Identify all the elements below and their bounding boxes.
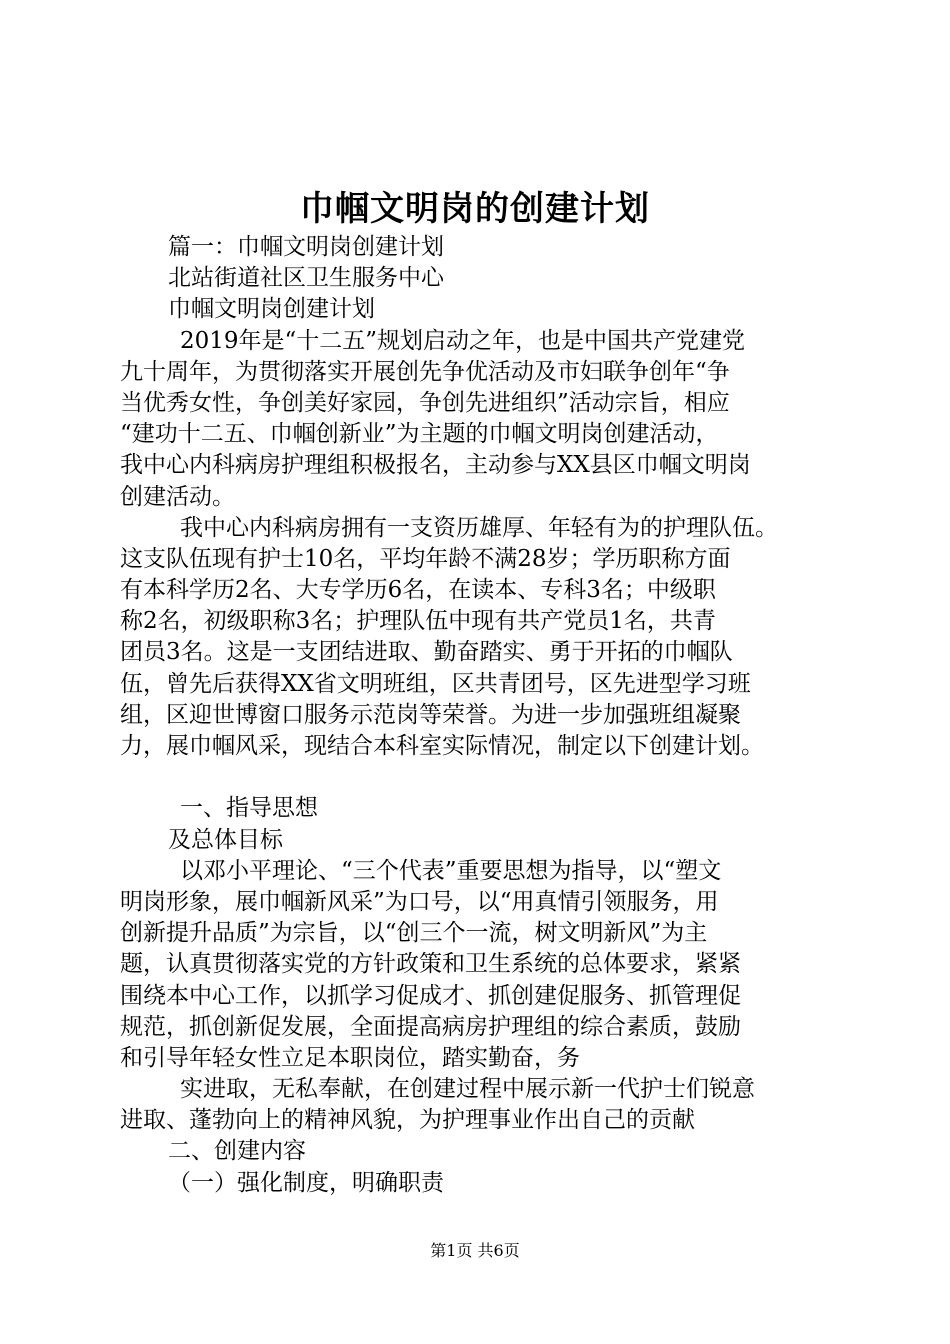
text-line: 围绕本中心工作，以抓学习促成才、抓创建促服务、抓管理促 bbox=[120, 982, 741, 1009]
text-line: 称2名，初级职称3名；护理队伍中现有共产党员1名，共青 bbox=[120, 608, 716, 635]
text-line: “建功十二五、巾帼创新业”为主题的巾帼文明岗创建活动， bbox=[120, 421, 719, 448]
text-line: 北站街道社区卫生服务中心 bbox=[168, 265, 444, 292]
text-line: 2019年是“十二五”规划启动之年，也是中国共产党建党 bbox=[180, 327, 746, 354]
section-heading: 及总体目标 bbox=[168, 826, 283, 853]
text-line: 组，区迎世博窗口服务示范岗等荣誉。为进一步加强班组凝聚 bbox=[120, 701, 741, 728]
section-heading: 二、创建内容 bbox=[168, 1138, 306, 1165]
text-line: 巾帼文明岗创建计划 bbox=[168, 296, 375, 323]
section-heading: 一、指导思想 bbox=[180, 795, 318, 822]
text-line: 当优秀女性，争创美好家园，争创先进组织”活动宗旨，相应 bbox=[120, 389, 730, 416]
text-line: 题，认真贯彻落实党的方针政策和卫生系统的总体要求，紧紧 bbox=[120, 951, 741, 978]
document-body bbox=[120, 232, 840, 1199]
text-line: 有本科学历2名、大专学历6名，在读本、专科3名；中级职 bbox=[120, 577, 716, 604]
text-line: 明岗形象，展巾帼新风采”为口号，以“用真情引领服务，用 bbox=[120, 888, 719, 915]
text-line: 篇一：巾帼文明岗创建计划 bbox=[168, 234, 444, 260]
page-footer: 第1页 共6页 bbox=[430, 1241, 520, 1260]
text-line: 团员3名。这是一支团结进取、勤奋踏实、勇于开拓的巾帼队 bbox=[120, 639, 733, 666]
text-line: 实进取，无私奉献，在创建过程中展示新一代护士们锐意 bbox=[180, 1076, 755, 1103]
text-line: 九十周年，为贯彻落实开展创先争优活动及市妇联争创年“争 bbox=[120, 358, 730, 385]
text-line: 规范，抓创新促发展，全面提高病房护理组的综合素质，鼓励 bbox=[120, 1013, 741, 1040]
text-line: 和引导年轻女性立足本职岗位，踏实勤奋，务 bbox=[120, 1044, 580, 1071]
text-line: 创建活动。 bbox=[120, 483, 235, 510]
subsection-heading: （一）强化制度，明确职责 bbox=[168, 1169, 444, 1196]
text-line: 创新提升品质”为宗旨，以“创三个一流，树文明新风”为主 bbox=[120, 920, 708, 947]
text-line: 这支队伍现有护士10名，平均年龄不满28岁；学历职称方面 bbox=[120, 545, 731, 572]
text-line: 我中心内科病房拥有一支资历雄厚、年轻有为的护理队伍。 bbox=[180, 514, 778, 541]
document-title: 巾帼文明岗的创建计划 bbox=[300, 189, 650, 229]
paragraph-spacer bbox=[120, 762, 840, 793]
text-line: 进取、蓬勃向上的精神风貌，为护理事业作出自己的贡献 bbox=[120, 1107, 695, 1134]
text-line: 以邓小平理论、“三个代表”重要思想为指导，以“塑文 bbox=[180, 857, 722, 884]
text-line: 力，展巾帼风采，现结合本科室实际情况，制定以下创建计划。 bbox=[120, 733, 764, 759]
text-line: 伍，曾先后获得XX省文明班组，区共青团号，区先进型学习班 bbox=[120, 670, 751, 697]
text-line: 我中心内科病房护理组积极报名，主动参与XX县区巾帼文明岗 bbox=[120, 452, 751, 479]
